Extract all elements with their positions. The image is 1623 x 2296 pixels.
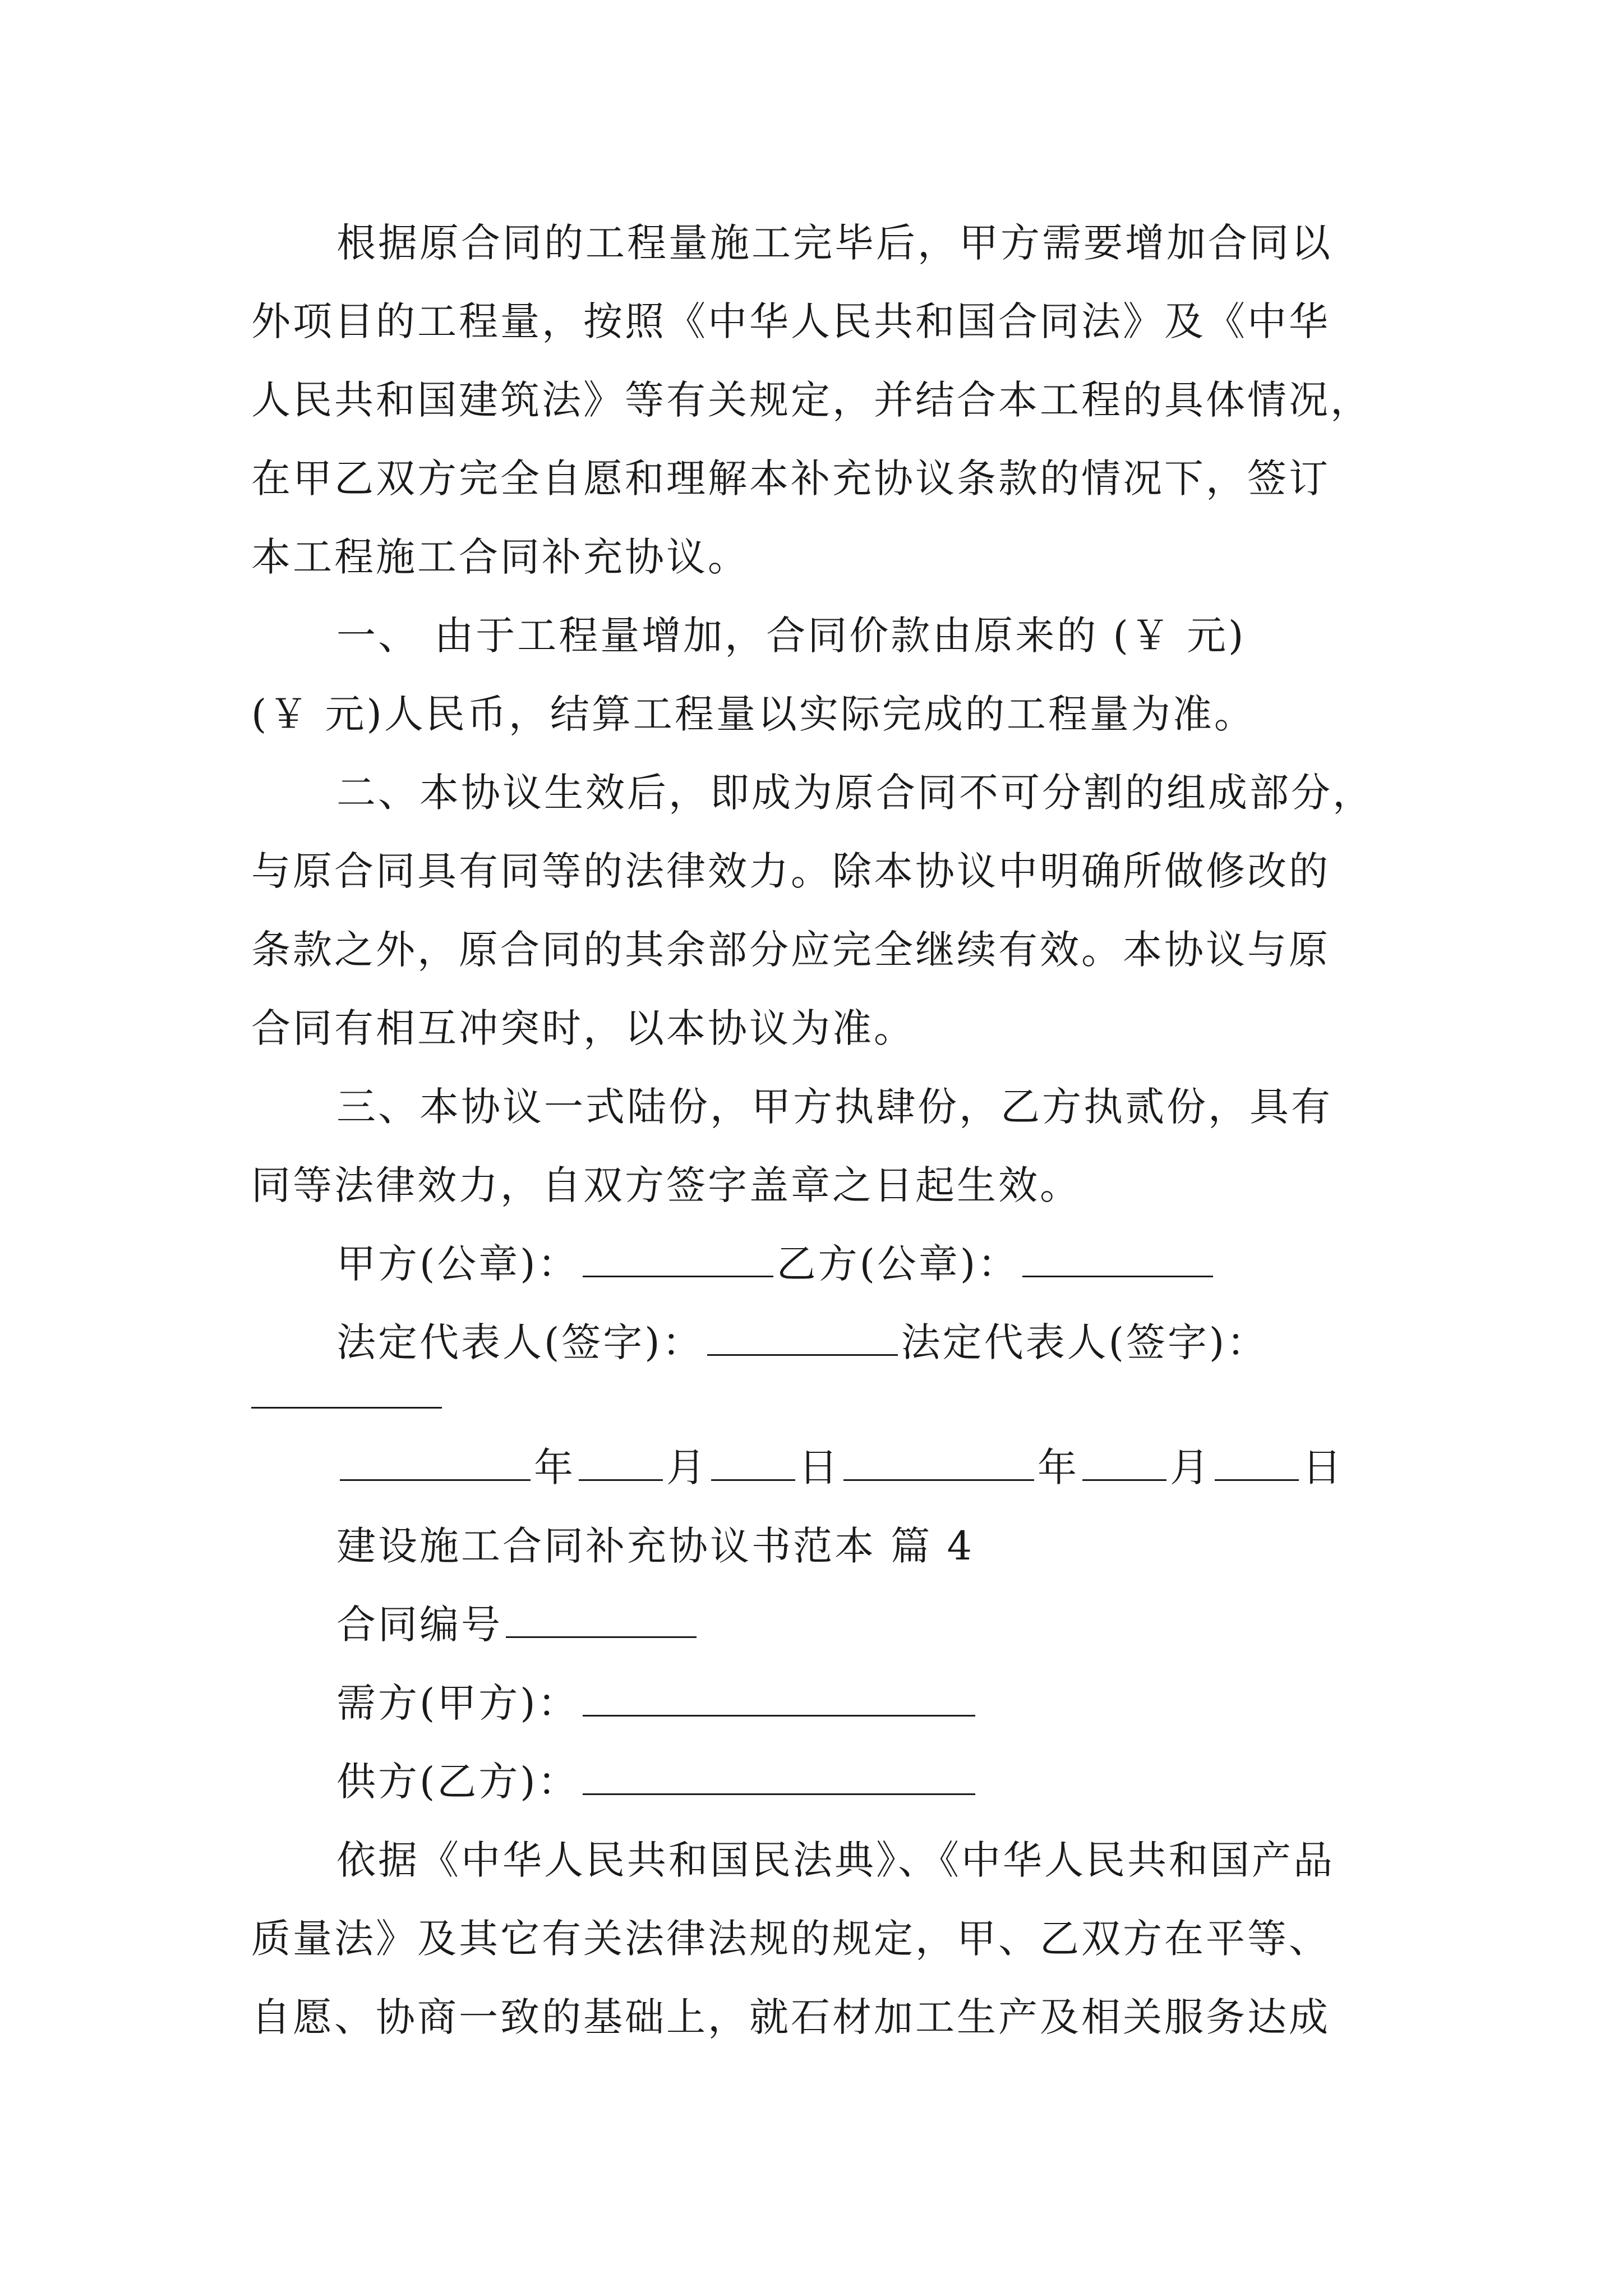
intro-line-1: 根据原合同的工程量施工完毕后，甲方需要增加合同以 xyxy=(336,220,1332,266)
rep-a-blank[interactable] xyxy=(707,1315,898,1356)
seal-line xyxy=(336,1230,1395,1297)
rep-b-label: 法定代表人(签字)： xyxy=(901,1319,1269,1365)
party-a-seal-blank[interactable] xyxy=(583,1236,773,1277)
year-b-blank[interactable] xyxy=(843,1440,1034,1481)
supplier-blank[interactable] xyxy=(583,1754,975,1795)
day-a-label: 日 xyxy=(799,1444,840,1490)
intro-line-4: 在甲乙双方完全自愿和理解本补充协议条款的情况下，签订 xyxy=(251,455,1330,501)
clause2-line-1: 二、本协议生效后，即成为原合同不可分割的组成部分， xyxy=(336,770,1374,816)
clause1-line-2: (￥ 元)人民币，结算工程量以实际完成的工程量为准。 xyxy=(251,691,1256,737)
day-b-label: 日 xyxy=(1302,1444,1344,1490)
supplier-label: 供方(乙方)： xyxy=(336,1759,579,1805)
basis-line-3: 自愿、协商一致的基础上，就石材加工生产及相关服务达成 xyxy=(251,1994,1330,2040)
rep-a-label: 法定代表人(签字)： xyxy=(336,1319,704,1365)
buyer-line xyxy=(336,1669,1395,1737)
date-line xyxy=(336,1434,1395,1501)
clause3-line-1: 三、本协议一式陆份，甲方执肆份，乙方执贰份，具有 xyxy=(336,1084,1332,1130)
clause3-line-2: 同等法律效力，自双方签字盖章之日起生效。 xyxy=(251,1162,1081,1208)
month-b-blank[interactable] xyxy=(1082,1440,1166,1481)
year-a-blank[interactable] xyxy=(340,1440,531,1481)
month-a-label: 月 xyxy=(666,1444,708,1490)
party-b-seal-label: 乙方(公章)： xyxy=(776,1241,1020,1287)
basis-line-2: 质量法》及其它有关法律法规的规定，甲、乙双方在平等、 xyxy=(251,1916,1330,1962)
supplier-line xyxy=(336,1748,1395,1815)
representative-line xyxy=(336,1309,1395,1376)
intro-line-5: 本工程施工合同补充协议。 xyxy=(251,534,749,580)
day-b-blank[interactable] xyxy=(1215,1440,1299,1481)
intro-line-3: 人民共和国建筑法》等有关规定，并结合本工程的具体情况， xyxy=(251,377,1372,423)
year-a-label: 年 xyxy=(534,1444,575,1490)
clause1-line-1: 一、 由于工程量增加，合同价款由原来的 (￥ 元) xyxy=(336,613,1246,659)
contract-no-blank[interactable] xyxy=(506,1597,697,1638)
contract-no-line xyxy=(336,1591,1395,1658)
contract-no-label: 合同编号 xyxy=(336,1602,502,1648)
year-b-label: 年 xyxy=(1038,1444,1079,1490)
clause2-line-4: 合同有相互冲突时，以本协议为准。 xyxy=(251,1005,915,1051)
basis-line-1: 依据《中华人民共和国民法典》、《中华人民共和国产品 xyxy=(336,1837,1335,1883)
party-b-seal-blank[interactable] xyxy=(1022,1236,1213,1277)
clause2-line-3: 条款之外，原合同的其余部分应完全继续有效。本协议与原 xyxy=(251,927,1330,973)
intro-line-2: 外项目的工程量，按照《中华人民共和国合同法》及《中华 xyxy=(251,298,1330,344)
month-b-label: 月 xyxy=(1170,1444,1211,1490)
section-title: 建设施工合同补充协议书范本 篇 4 xyxy=(336,1523,975,1569)
month-a-blank[interactable] xyxy=(579,1440,663,1481)
buyer-blank[interactable] xyxy=(583,1676,975,1717)
buyer-label: 需方(甲方)： xyxy=(336,1680,579,1726)
rep-b-blank[interactable] xyxy=(251,1407,442,1409)
party-a-seal-label: 甲方(公章)： xyxy=(336,1241,579,1287)
day-a-blank[interactable] xyxy=(711,1440,795,1481)
clause2-line-2: 与原合同具有同等的法律效力。除本协议中明确所做修改的 xyxy=(251,848,1330,894)
